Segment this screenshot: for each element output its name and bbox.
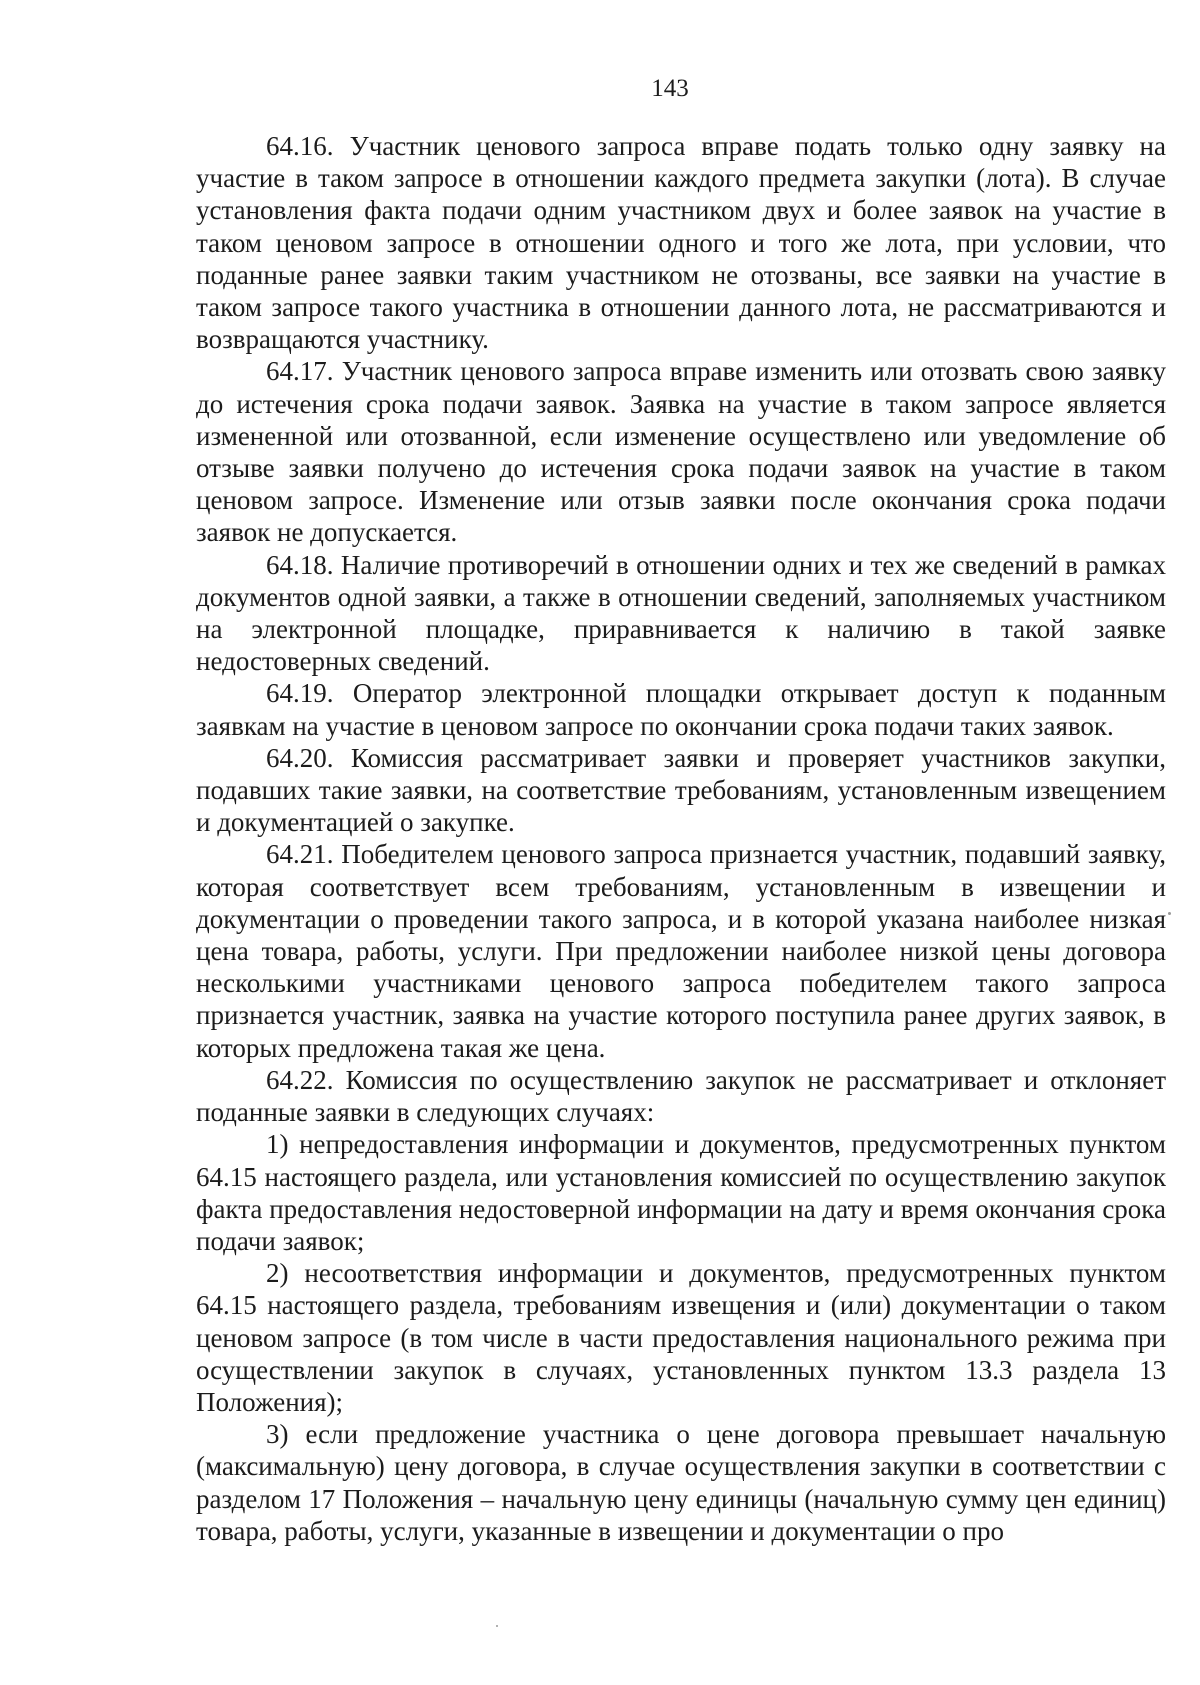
paragraph-64-18: 64.18. Наличие противоречий в отношении одних и тех же сведений в рамках документов одной заявки, а также в отношении сведений, заполняемых участником на электронной площадке, приравнивается к наличию в такой заявке недостоверных сведений. (196, 549, 1166, 677)
paragraph-64-17: 64.17. Участник ценового запроса вправе изменить или отозвать свою заявку до истечения срока подачи заявок. Заявка на участие в таком запросе является измененной или отозванной, если изменение осуществлено или уведомление об отзыве заявки получено до истечения срока подачи заявок на участие в таком ценовом запросе. Изменение или отзыв заявки после окончания срока подачи заявок не допускается. (196, 356, 1166, 548)
paragraph-64-21: 64.21. Победителем ценового запроса признается участник, подавший заявку, которая соответствует всем требованиям, установленным в извещении и документации о проведении такого запроса, и в которой указана наиболее низкая цена товара, работы, услуги. При предложении наиболее низкой цены договора несколькими участниками ценового запроса победителем такого запроса признается участник, заявка на участие которого поступила ранее других заявок, в которых предложена такая же цена. (196, 839, 1166, 1063)
paragraph-64-19: 64.19. Оператор электронной площадки открывает доступ к поданным заявкам на участие в ценовом запросе по окончании срока подачи таких заявок. (196, 678, 1166, 741)
page-number: 143 (651, 75, 689, 102)
scan-speck (496, 1625, 498, 1627)
paragraph-64-22: 64.22. Комиссия по осуществлению закупок не рассматривает и отклоняет поданные заявки в следующих случаях: (196, 1064, 1166, 1128)
list-item-3: 3) если предложение участника о цене договора превышает начальную (максимальную) цену договора, в случае осуществления закупки в соответствии с разделом 17 Положения – начальную цену единицы (начальную сумму цен единиц) товара, работы, услуги, указанные в извещении и документации о про (196, 1419, 1166, 1546)
paragraph-64-20: 64.20. Комиссия рассматривает заявки и проверяет участников закупки, подавших такие заявки, на соответствие требованиям, установленным извещением и документацией о закупке. (196, 742, 1166, 838)
scan-speck (1168, 912, 1171, 915)
document-body (196, 130, 1166, 1547)
list-item-2: 2) несоответствия информации и документов, предусмотренных пунктом 64.15 настоящего раздела, требованиям извещения и (или) документации о таком ценовом запросе (в том числе в части предоставления национального режима при осуществлении закупок в случаях, установленных пунктом 13.3 раздела 13 Положения); (196, 1258, 1166, 1417)
paragraph-64-16: 64.16. Участник ценового запроса вправе подать только одну заявку на участие в таком запросе в отношении каждого предмета закупки (лота). В случае установления факта подачи одним участником двух и более заявок на участие в таком ценовом запросе в отношении одного и того же лота, при условии, что поданные ранее заявки таким участником не отозваны, все заявки на участие в таком запросе такого участника в отношении данного лота, не рассматриваются и возвращаются участнику. (196, 131, 1166, 355)
list-item-1: 1) непредоставления информации и документов, предусмотренных пунктом 64.15 настоящего раздела, или установления комиссией по осуществлению закупок факта предоставления недостоверной информации на дату и время окончания срока подачи заявок; (196, 1129, 1166, 1256)
